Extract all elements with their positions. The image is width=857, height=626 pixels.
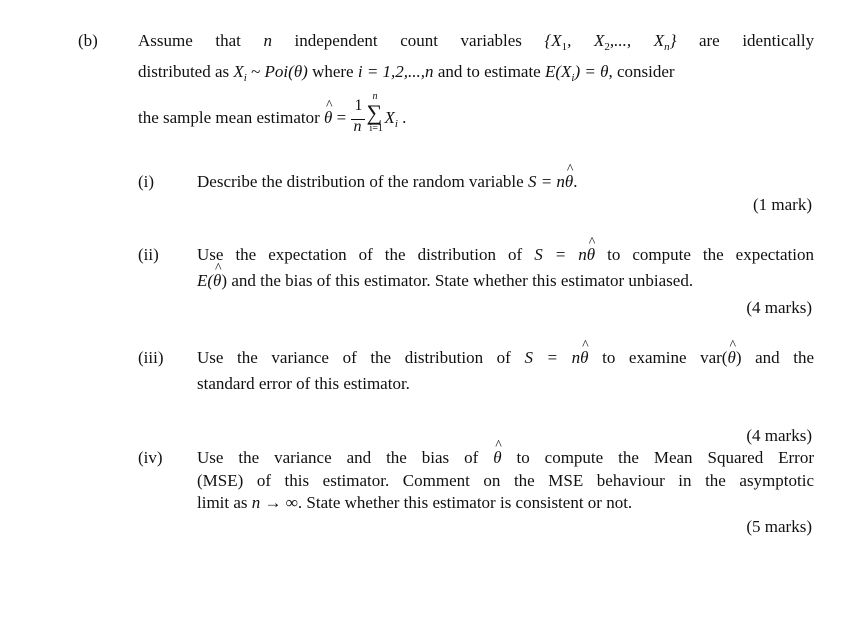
intro-line-2: distributed as $X_i$ ~ Poi(θ) where i = 1,2,...,n and to estimate $E(X_i) = \theta$, consider <box>138 62 675 84</box>
word: independent <box>294 31 378 50</box>
variable-set: {$X_1$, $X_2$,..., $X_n$} <box>544 31 677 53</box>
item-label: (iv) <box>138 448 163 467</box>
item-ii-line-1: Use the expectation of the distribution of S = n^ θ to compute the expectation <box>197 245 814 265</box>
item-iii-line-2: standard error of this estimator. <box>197 374 410 393</box>
item-ii-line-2: E(^ θ) and the bias of this estimator. State whether this estimator unbiased. <box>197 271 693 291</box>
word: count <box>400 31 438 50</box>
item-iv-line-2: (MSE) of this estimator. Comment on the MSE behaviour in the asymptotic <box>197 471 814 490</box>
item-label: (ii) <box>138 245 159 264</box>
item-i-text: Describe the distribution of the random variable S = n^ θ. <box>197 172 578 192</box>
word: that <box>215 31 241 50</box>
marks-label: (5 marks) <box>746 517 812 536</box>
intro-line-3: the sample mean estimator ^ θ = $\frac{1}{n}$ n ∑ i=1 $X_i$ . <box>138 101 406 137</box>
word: are <box>698 31 720 50</box>
marks-label: (1 mark) <box>752 195 812 214</box>
part-label: (b) <box>78 31 98 50</box>
word: variables <box>460 31 522 50</box>
marks-label: (4 marks) <box>746 426 812 445</box>
var-n: n <box>263 31 272 50</box>
item-iii-line-1: Use the variance of the distribution of S = n^ θ to examine var(^ θ) and the <box>197 348 814 368</box>
intro-line-1 <box>138 31 814 53</box>
expectation-expr: $E(X_i) = \theta$ <box>544 62 609 84</box>
item-label: (iii) <box>138 348 164 367</box>
item-iv-line-1: Use the variance and the bias of ^ θ to compute the Mean Squared Error <box>197 448 814 468</box>
item-label: (i) <box>138 172 155 191</box>
summation: n ∑ i=1 <box>366 91 383 134</box>
fraction: $\frac{1}{n}$ <box>351 103 365 137</box>
word: Assume <box>138 31 193 50</box>
marks-label: (4 marks) <box>746 298 812 317</box>
item-iv-line-3: limit as n → ∞. State whether this estimator is consistent or not. <box>197 493 633 512</box>
theta-hat: ^ θ <box>324 108 332 128</box>
word: identically <box>742 31 815 50</box>
